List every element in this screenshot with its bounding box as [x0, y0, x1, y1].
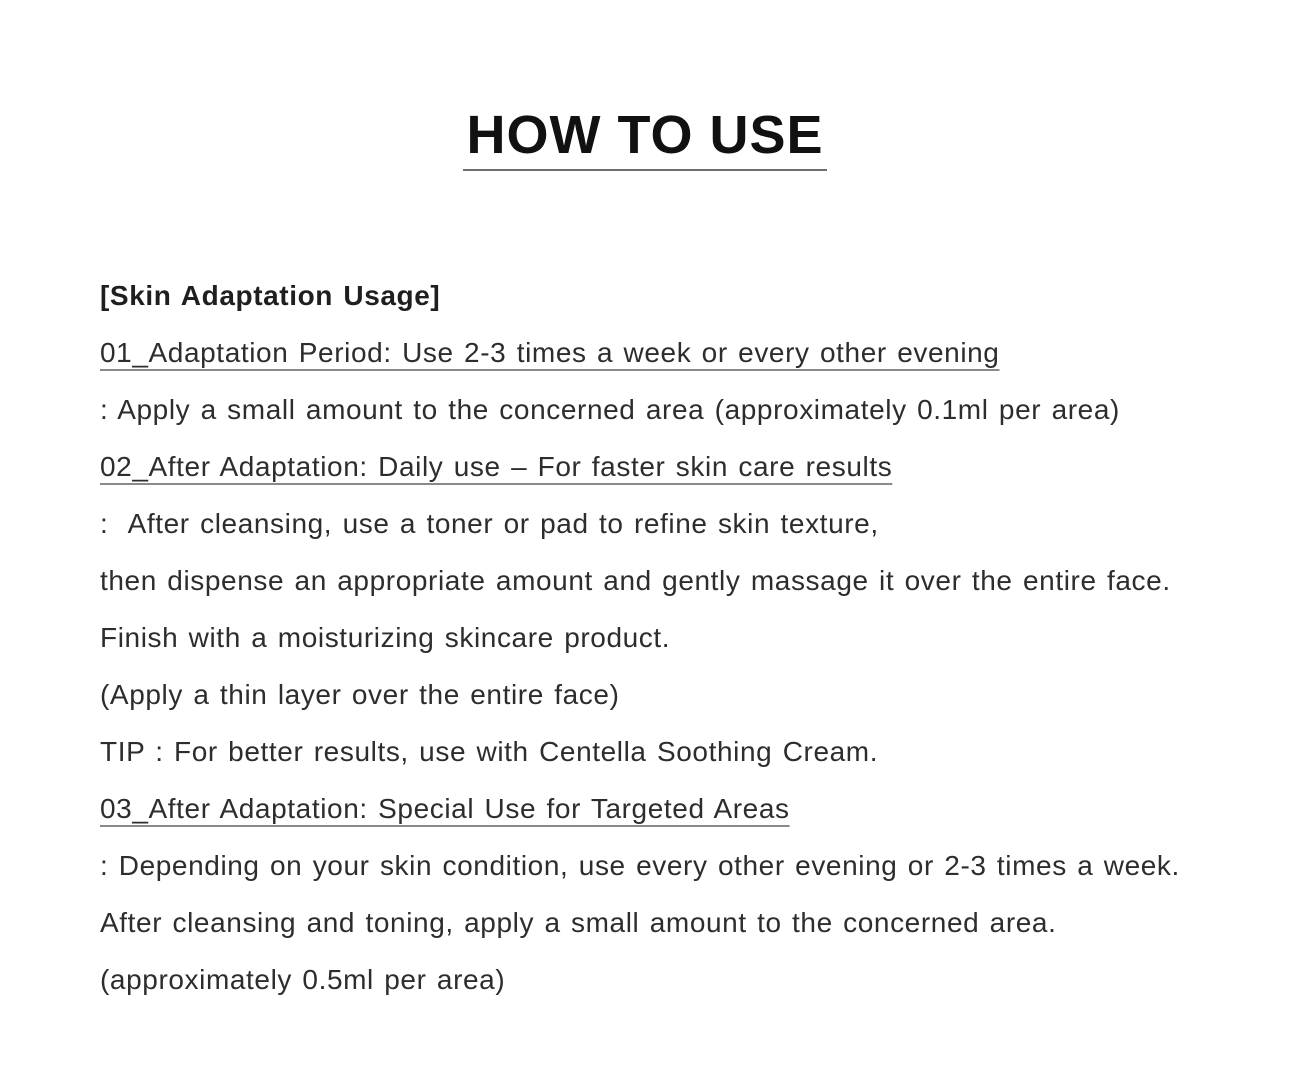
- usage-line-after-adaptation-special: 03_After Adaptation: Special Use for Targeted Areas: [100, 793, 790, 824]
- title-section: [0, 0, 1290, 171]
- usage-line-depending-skin-condition: : Depending on your skin condition, use every other evening or 2-3 times a week.: [100, 850, 1180, 881]
- usage-line-after-adaptation-daily: 02_After Adaptation: Daily use – For faster skin care results: [100, 451, 893, 482]
- page-title: HOW TO USE: [463, 108, 826, 171]
- usage-line-after-cleansing-toner: : After cleansing, use a toner or pad to refine skin texture,: [100, 508, 879, 539]
- usage-line-tip-centella-cream: TIP : For better results, use with Centella Soothing Cream.: [100, 736, 879, 767]
- section-heading: [Skin Adaptation Usage]: [100, 280, 441, 311]
- usage-line-dispense-massage: then dispense an appropriate amount and gently massage it over the entire face.: [100, 565, 1171, 596]
- usage-line-apply-small-amount: : Apply a small amount to the concerned area (approximately 0.1ml per area): [100, 394, 1120, 425]
- usage-line-apply-thin-layer: (Apply a thin layer over the entire face): [100, 679, 620, 710]
- usage-line-approx-amount: (approximately 0.5ml per area): [100, 964, 506, 995]
- usage-line-adaptation-period: 01_Adaptation Period: Use 2-3 times a week or every other evening: [100, 337, 1000, 368]
- usage-line-after-cleansing-toning: After cleansing and toning, apply a small amount to the concerned area.: [100, 907, 1057, 938]
- usage-instructions: [100, 267, 1210, 1008]
- usage-line-finish-moisturizing: Finish with a moisturizing skincare product.: [100, 622, 671, 653]
